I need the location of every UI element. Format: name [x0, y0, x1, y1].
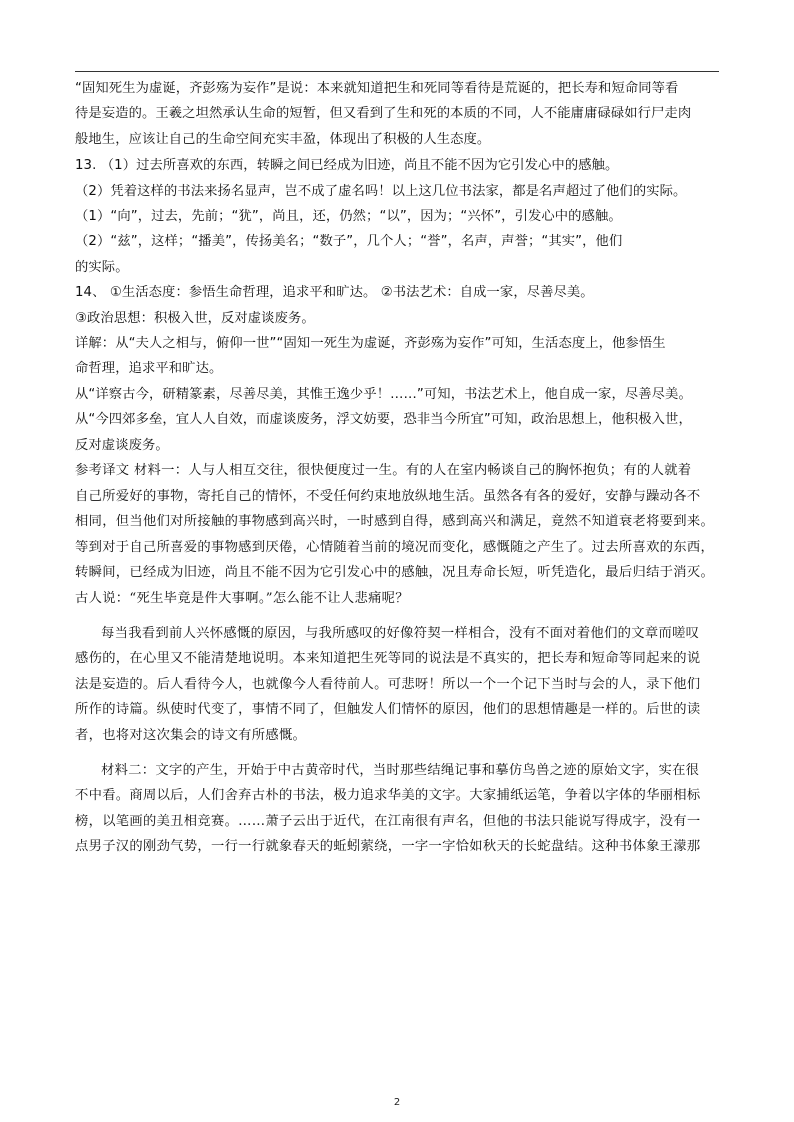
translation-line: 法是妄造的。后人看待今人，也就像今人看待前人。可悲呀！所以一个一个记下当时与会的人，录下他们 [75, 676, 701, 692]
answer-line: 从“详察古今，研精篆素，尽善尽美，其惟王逸少乎！……”可知，书法艺术上，他自成一家，尽善尽美。 [75, 386, 692, 402]
translation-paragraph-2 [75, 621, 725, 749]
translation-paragraph-1 [75, 458, 725, 612]
answer-line: （1）“向”，过去，先前；“犹”，尚且，还，仍然；“以”，因为；“兴怀”，引发心中的感触。 [75, 209, 622, 225]
answer-line: 详解：从“夫人之相与，俯仰一世”“固知一死生为虚诞，齐彭殇为妄作”可知，生活态度上，他参悟生 [75, 336, 666, 352]
translation-line: 古人说：“死生毕竟是件大事啊。”怎么能不让人悲痛呢？ [75, 591, 409, 607]
translation-line: 每当我看到前人兴怀感慨的原因，与我所感叹的好像符契一样相合，没有不面对着他们的文章而嗟叹 [101, 625, 700, 641]
header-rule [75, 71, 719, 72]
translation-line: 参考译文 材料一：人与人相互交往，很快便度过一生。有的人在室内畅谈自己的胸怀抱负；有的人就着 [75, 463, 692, 479]
translation-line: 者，也将对这次集会的诗文有所感慨。 [75, 728, 307, 744]
page-number: 2 [393, 1097, 401, 1108]
answer-line: （2）凭着这样的书法来扬名显声，岂不成了虚名吗！以上这几位书法家，都是名声超过了他们的实际。 [75, 183, 687, 199]
translation-paragraph-3 [75, 758, 725, 860]
answer-line: 从“今四郊多垒，宜人人自效，而虚谈废务，浮文妨要，恐非当今所宜”可知，政治思想上，他积极入世， [75, 412, 692, 428]
answer-line: “固知死生为虚诞，齐彭殇为妄作”是说：本来就知道把生和死同等看待是荒诞的，把长寿和短命同等看 [75, 81, 679, 96]
document-body [75, 76, 725, 860]
translation-line: 榜，以笔画的美丑相竞赛。……萧子云出于近代，在江南很有声名，但他的书法只能说写得成字，没有一 [75, 813, 701, 829]
answer-section [75, 76, 725, 458]
answer-line: （2）“兹”，这样；“播美”，传扬美名；“数子”，几个人；“誉”，名声，声誉；“其实”，他们 [75, 234, 623, 250]
translation-line: 转瞬间，已经成为旧迹，尚且不能不因为它引发心中的感触，况且寿命长短，听凭造化，最后归结于消灭。 [75, 565, 715, 581]
translation-line: 等到对于自己所喜爱的事物感到厌倦，心情随着当前的境况而变化，感慨随之产生了。过去所喜欢的东西， [75, 539, 715, 555]
translation-line: 感伤的，在心里又不能清楚地说明。本来知道把生死等同的说法是不真实的，把长寿和短命等同起来的说 [75, 651, 701, 667]
answer-line: 般地生，应该让自己的生命空间充实丰盈，体现出了积极的人生态度。 [75, 131, 491, 147]
answer-line: 14、 ①生活态度：参悟生命哲理，追求平和旷达。 ②书法艺术：自成一家，尽善尽美。 [75, 285, 594, 301]
translation-line: 所作的诗篇。纵使时代变了，事情不同了，但触发人们情怀的原因，他们的思想情趣是一样的。后世的读 [75, 702, 701, 718]
translation-line: 相同，但当他们对所接触的事物感到高兴时，一时感到自得，感到高兴和满足，竟然不知道衰老将要到来。 [75, 514, 715, 530]
translation-line: 点男子汉的刚劲气势，一行一行就象春天的蚯蚓萦绕，一字一字恰如秋天的长蛇盘结。这种书体象王濛那 [75, 839, 701, 855]
translation-line: 自己所爱好的事物，寄托自己的情怀，不受任何约束地放纵地生活。虽然各有各的爱好，安静与躁动各不 [75, 488, 701, 504]
translation-line: 材料二：文字的产生，开始于中古黄帝时代，当时那些结绳记事和摹仿鸟兽之迹的原始文字，实在很 [101, 762, 700, 778]
answer-line: 的实际。 [75, 259, 129, 275]
answer-line: 反对虚谈废务。 [75, 437, 169, 453]
answer-line: ③政治思想：积极入世，反对虚谈废务。 [75, 310, 315, 326]
answer-line: 命哲理，追求平和旷达。 [75, 361, 223, 377]
answer-line: 13. （1）过去所喜欢的东西，转瞬之间已经成为旧迹，尚且不能不因为它引发心中的感触。 [75, 158, 619, 174]
answer-line: 待是妄造的。王羲之坦然承认生命的短暂，但又看到了生和死的本质的不同，人不能庸庸碌碌如行尸走肉 [75, 106, 692, 122]
translation-line: 不中看。商周以后，人们舍弃古朴的书法，极力追求华美的文字。大家捕纸运笔，争着以字体的华丽相标 [75, 788, 701, 804]
